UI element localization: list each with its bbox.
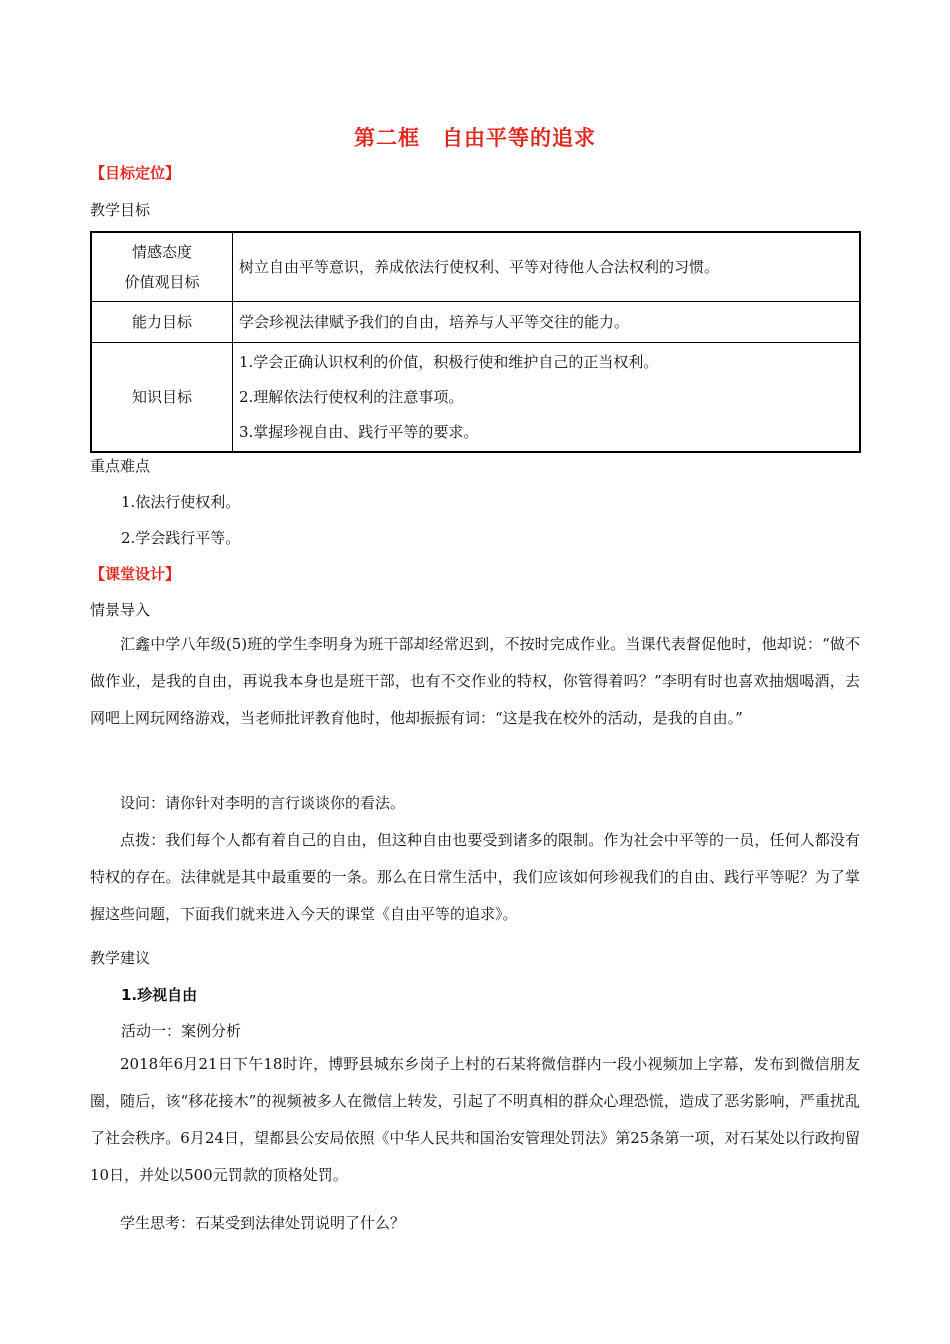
document-title: 第二框 自由平等的追求 [354, 126, 596, 150]
goal-label-ability: 能力目标 [91, 302, 233, 343]
student-think-paragraph: 学生思考：石某受到法律处罚说明了什么？ [120, 1214, 406, 1232]
intro-hint-paragraph: 点拨：我们每个人都有着自己的自由，但这种自由也要受到诸多的限制。作为社会中平等的一员，任何人都没有特权的存在。法律就是其中最重要的一条。那么在日常生活中，我们应该如何珍视我们的自由、践行平等呢？为了掌握这些问题，下面我们就来进入今天的课堂《自由平等的追求》。 [90, 831, 860, 923]
key-point-item: 2.学会践行平等。 [121, 529, 241, 547]
intro-story-paragraph: 汇鑫中学八年级(5)班的学生李明身为班干部却经常迟到，不按时完成作业。当课代表督促他时，他却说：“做不做作业，是我的自由，再说我本身也是班干部，也有不交作业的特权，你管得着吗？”李明有时也喜欢抽烟喝酒，去网吧上网玩网络游戏，当老师批评教育他时，他却振振有词：“这是我在校外的活动，是我的自由。” [90, 635, 860, 727]
section-class-design-heading: 【课堂设计】 [90, 565, 181, 583]
knowledge-item: 1.学会正确认识权利的价值，积极行使和维护自己的正当权利。 [239, 352, 659, 371]
table-row [91, 302, 860, 343]
key-point-item: 1.依法行使权利。 [121, 493, 241, 511]
table-row [91, 232, 860, 302]
suggestions-subheading: 1.珍视自由 [121, 986, 198, 1004]
knowledge-item: 2.理解依法行使权利的注意事项。 [239, 387, 464, 406]
teaching-goals-table [90, 231, 861, 453]
intro-question-paragraph: 设问：请你针对李明的言行谈谈你的看法。 [120, 794, 406, 812]
goal-label-line: 价值观目标 [124, 273, 200, 291]
intro-heading: 情景导入 [90, 601, 151, 619]
knowledge-item: 3.掌握珍视自由、践行平等的要求。 [239, 422, 479, 441]
suggestions-heading: 教学建议 [90, 949, 151, 967]
section-target-heading: 【目标定位】 [90, 164, 181, 182]
goal-content-attitude: 树立自由平等意识，养成依法行使权利、平等对待他人合法权利的习惯。 [233, 232, 861, 302]
goal-content-knowledge [233, 343, 861, 453]
table-row [91, 343, 860, 453]
teaching-goals-heading: 教学目标 [90, 201, 151, 219]
activity-heading: 活动一：案例分析 [121, 1022, 242, 1040]
key-points-heading: 重点难点 [90, 457, 151, 475]
case-paragraph: 2018年6月21日下午18时许，博野县城东乡岗子上村的石某将微信群内一段小视频加上字幕，发布到微信朋友圈，随后，该“移花接木”的视频被多人在微信上转发，引起了不明真相的群众心理恐慌，造成了恶劣影响，严重扰乱了社会秩序。6月24日，望都县公安局依照《中华人民共和国治安管理处罚法》第25条第一项，对石某处以行政拘留10日，并处以500元罚款的顶格处罚。 [90, 1055, 860, 1184]
goal-label-attitude [91, 232, 233, 302]
goal-content-ability: 学会珍视法律赋予我们的自由，培养与人平等交往的能力。 [233, 302, 861, 343]
goal-label-line: 情感态度 [131, 243, 192, 261]
goal-label-knowledge: 知识目标 [91, 343, 233, 453]
